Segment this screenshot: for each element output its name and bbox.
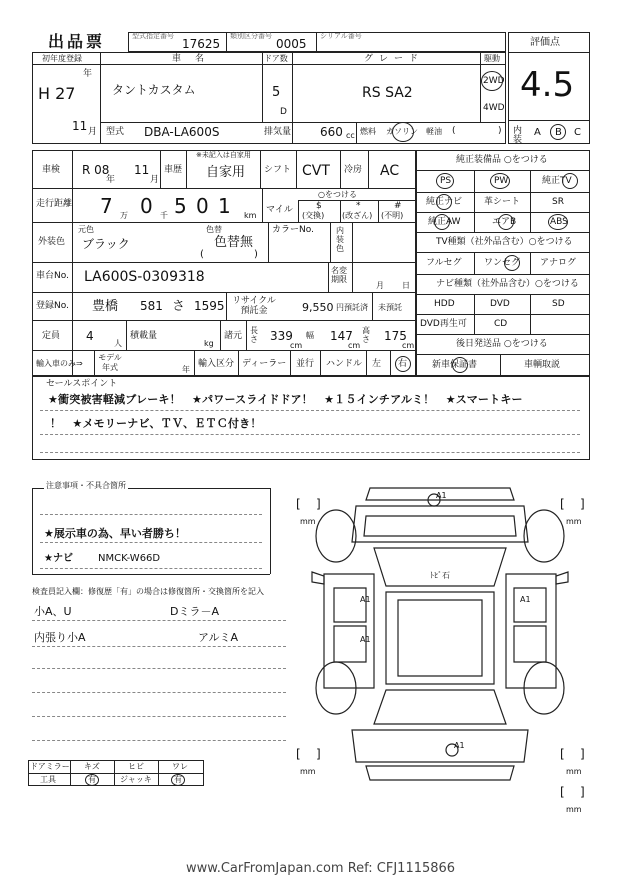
shift-value: CVT — [302, 163, 330, 179]
equip-sr: SR — [552, 197, 564, 207]
mileage-digit-5: 1 — [218, 194, 231, 218]
notes-line-1: ★展示車の為、早い者勝ち！ — [44, 527, 186, 540]
reg-class: 581 — [140, 299, 163, 313]
drive-2wd: 2WD — [483, 76, 505, 86]
inspector-row1-left: 小A、U — [34, 605, 72, 618]
original-color-label: 元色 — [78, 225, 94, 234]
shaken-value: R 08 — [82, 163, 110, 177]
model-year-label: モデル年式 — [98, 353, 122, 372]
equip-pw-circle — [490, 173, 510, 189]
dims-label: 諸元 — [224, 331, 243, 341]
tire-bracket-rr: [ ] — [560, 747, 585, 761]
name-label: 車名 — [172, 54, 219, 64]
tire-mm-rl: mm — [300, 767, 316, 776]
history-note: ※未記入は自家用 — [196, 151, 251, 159]
diagram-windshield-chip: ﾄﾋﾞ石 — [430, 571, 450, 580]
later-warranty: 新車保証書 — [432, 360, 478, 370]
recycle-status: 円預託済 — [336, 303, 368, 312]
exchange-label: (交換) — [302, 211, 325, 220]
height-label: 高さ — [362, 326, 370, 344]
first-reg-month: 11 — [72, 119, 88, 133]
color-number-label: カラーNo. — [272, 225, 314, 235]
first-reg-year: H 27 — [38, 84, 76, 103]
mileage-digit-4: 0 — [196, 194, 209, 218]
height-value: 175 — [384, 329, 407, 343]
type-no-value: 17625 — [182, 37, 221, 51]
tv-full: フルセグ — [426, 258, 462, 268]
diagram-mark-left-rear: A1 — [360, 635, 371, 644]
fuel-gasoline: ガソリン — [386, 127, 418, 136]
tire-bracket-rl: [ ] — [296, 747, 321, 761]
oil-label: 軽油 — [426, 127, 442, 136]
navi-sd: SD — [552, 299, 565, 309]
tamper-sym: * — [356, 201, 361, 211]
diagram-mark-left-front: A1 — [360, 595, 371, 604]
sen-unit: 千 — [160, 211, 168, 220]
width-value: 147 — [330, 329, 353, 343]
navi-dvd: DVD — [490, 299, 510, 309]
ac-value: AC — [380, 163, 400, 179]
color-paren: ( — [200, 249, 204, 260]
drive-2wd-circle — [481, 71, 503, 91]
oil-paren: ( — [452, 126, 456, 136]
cc-unit: cc — [346, 131, 355, 140]
tamper-label: (改ざん) — [342, 211, 373, 220]
tire-mm-rr: mm — [566, 767, 582, 776]
load-unit: kg — [204, 339, 214, 348]
notes-line-2-value: NMCK-W66D — [98, 553, 161, 564]
tire-bracket-fr: [ ] — [560, 497, 585, 511]
man-unit: 万 — [120, 211, 128, 220]
navi-hdd: HDD — [434, 299, 455, 309]
notes-label: 注意事項・不具合箇所 — [46, 481, 126, 490]
later-title: 後日発送品 ○をつける — [456, 339, 548, 349]
model-year-unit: 年 — [182, 365, 190, 374]
doors-suffix: D — [280, 107, 287, 117]
exterior-label: 外装色 — [38, 237, 66, 247]
grade-value: RS SA2 — [362, 85, 413, 101]
original-color: ブラック — [82, 237, 130, 251]
recycle-unpaid: 未預託 — [378, 303, 402, 312]
interior-color-label: 内装色 — [336, 226, 344, 253]
diagram-mark-front: A1 — [436, 491, 447, 500]
tire-bracket-spare: [ ] — [560, 785, 585, 799]
drive-label: 駆動 — [484, 54, 500, 63]
serial-label: シリアル番号 — [320, 32, 362, 40]
year-unit: 年 — [83, 69, 93, 79]
capacity-unit: 人 — [114, 339, 122, 348]
sales-label: セールスポイント — [46, 379, 118, 389]
first-reg-label: 初年度登録 — [42, 54, 82, 63]
reg-label: 登録No. — [36, 301, 69, 311]
navi-dvd-play: DVD再生可 — [420, 319, 467, 329]
footer-watermark: www.CarFromJapan.com Ref: CFJ1115866 — [186, 861, 456, 876]
car-name: タントカスタム — [112, 83, 196, 97]
interior-c: C — [574, 127, 581, 138]
model-label: 型式 — [106, 127, 125, 137]
doc-title: 出品票 — [48, 32, 106, 51]
sales-line-2: ！ ★メモリーナビ、ＴＶ、ＥＴＣ付き！ — [50, 417, 262, 430]
history-value: 自家用 — [206, 165, 246, 180]
car-damage-diagram — [290, 476, 590, 806]
diagram-mark-right-rear: A1 — [454, 741, 465, 750]
displacement-label: 排気量 — [264, 127, 292, 137]
length-cm: cm — [290, 341, 303, 350]
equip-pw: PW — [494, 176, 509, 186]
equip-airbag-circle — [498, 214, 514, 230]
class-no-label: 類別区分番号 — [230, 32, 272, 40]
tv-title: TV種類（社外品含む）○をつける — [436, 237, 573, 247]
color-change-label: 色替 — [206, 225, 222, 234]
legend-tools-has: 有 — [88, 775, 96, 784]
equip-abs-circle — [548, 214, 568, 230]
interior-score-label: 内装 — [513, 126, 523, 145]
exchange-sym: $ — [316, 201, 322, 211]
capacity-value: 4 — [86, 329, 94, 343]
mileage-digit-2: 0 — [140, 194, 153, 218]
equip-ps-circle — [436, 173, 454, 189]
mileage-digit-3: 5 — [174, 194, 187, 218]
chassis-label: 車台No. — [36, 271, 69, 281]
equip-airbag: エアB — [492, 217, 517, 227]
legend-jack: ジャッキ — [120, 775, 152, 784]
reg-city: 豊橋 — [92, 299, 119, 314]
tv-one: ワンセグ — [484, 258, 521, 268]
unknown-label: (不明) — [381, 211, 404, 220]
inspector-row1-right: Dミラ－A — [170, 605, 219, 618]
length-label: 長さ — [250, 326, 258, 344]
ac-label: 冷房 — [344, 165, 363, 175]
recycle-label: リサイクル預託金 — [232, 296, 276, 316]
displacement-value: 660 — [320, 125, 343, 139]
month-unit: 月 — [88, 127, 98, 137]
color-change: 色替無 — [214, 235, 254, 250]
import-dealer: ディーラー — [242, 359, 287, 369]
inspector-row2-right: アルミA — [198, 631, 239, 644]
unknown-sym: # — [394, 201, 402, 211]
grade-label: グレード — [364, 54, 425, 64]
equip-aw: 純正AW — [428, 217, 461, 227]
sales-line-1: ★衝突被害軽減ブレーキ！ ★パワースライドドア！ ★１５インチアルミ！ ★スマートキー — [48, 393, 523, 406]
check-note: ○をつける — [318, 190, 357, 199]
width-cm: cm — [348, 341, 361, 350]
notes-line-2-label: ★ナビ — [44, 553, 73, 564]
fuel-label: 燃料 — [360, 127, 376, 136]
length-value: 339 — [270, 329, 293, 343]
model-value: DBA-LA600S — [144, 125, 220, 139]
tire-mm-fl: mm — [300, 517, 316, 526]
legend-door-mirror: ドアミラー — [30, 762, 70, 771]
later-manual: 車輌取説 — [524, 360, 561, 370]
later-warranty-circle — [452, 357, 468, 373]
equip-tv-circle — [562, 173, 578, 189]
shift-label: シフト — [264, 165, 292, 175]
score-value: 4.5 — [520, 65, 575, 105]
navi-title: ナビ種類（社外品含む）○をつける — [436, 279, 579, 289]
mileage-label: 走行距離 — [36, 199, 73, 209]
shaken-month: 11 — [134, 163, 150, 177]
reg-number: 1595 — [194, 299, 225, 313]
diagram-mark-right-front: A1 — [520, 595, 531, 604]
legend-crack: ヒビ — [128, 762, 144, 771]
legend-jack-circle — [171, 774, 185, 786]
legend-jack-has: 有 — [174, 775, 182, 784]
equip-abs: ABS — [550, 217, 568, 227]
score-label: 評価点 — [530, 37, 560, 48]
mile-label: マイル — [266, 205, 293, 215]
history-label: 車歴 — [164, 165, 183, 175]
import-label: 輸入車のみ⇒ — [36, 359, 83, 368]
name-change-month: 月 — [376, 281, 384, 290]
legend-scratch: キズ — [84, 762, 100, 771]
equip-ps: PS — [440, 176, 452, 186]
recycle-value: 9,550 — [302, 301, 334, 314]
name-change-label: 名変期限 — [331, 266, 347, 284]
handle-right-circle — [395, 356, 411, 372]
type-no-label: 型式指定番号 — [132, 32, 174, 40]
shaken-year-unit: 年 — [106, 175, 116, 185]
inspector-row2-left: 内張り小A — [34, 631, 86, 644]
interior-a: A — [534, 127, 541, 138]
interior-b-circle — [550, 124, 566, 140]
mileage-digit-1: 7 — [100, 194, 113, 218]
shaken-month-unit: 月 — [150, 175, 160, 185]
tire-bracket-fl: [ ] — [296, 497, 321, 511]
name-change-day: 日 — [402, 281, 410, 290]
handle-label: ハンドル — [326, 359, 363, 369]
legend-tools-circle — [85, 774, 99, 786]
legend-break: ワレ — [172, 762, 188, 771]
inspector-label: 検査員記入欄：修復歴「有」の場合は修復箇所・交換箇所を記入 — [32, 587, 264, 596]
genuine-title: 純正装備品 ○をつける — [456, 155, 548, 165]
legend-tools: 工具 — [40, 775, 56, 784]
import-parallel: 並行 — [296, 359, 315, 369]
doors-value: 5 — [272, 85, 281, 100]
tv-one-circle — [504, 255, 520, 271]
reg-kana: さ — [172, 299, 186, 314]
equip-navi-circle — [436, 194, 452, 210]
load-label: 積載量 — [130, 331, 158, 341]
drive-4wd: 4WD — [483, 103, 505, 113]
equip-navi: 純正ナビ — [426, 197, 463, 207]
import-class-label: 輸入区分 — [198, 359, 235, 369]
tire-mm-fr: mm — [566, 517, 582, 526]
width-label: 幅 — [306, 331, 314, 340]
chassis-value: LA600S-0309318 — [84, 269, 205, 285]
color-paren-close: ) — [254, 249, 258, 260]
tv-analog: アナログ — [540, 258, 577, 268]
shaken-label: 車検 — [42, 165, 61, 175]
class-no-value: 0005 — [276, 37, 307, 51]
equip-aw-circle — [434, 214, 450, 230]
interior-b: B — [555, 127, 562, 138]
navi-cd: CD — [494, 319, 508, 329]
handle-right: 右 — [398, 359, 408, 369]
capacity-label: 定員 — [42, 331, 61, 341]
doors-label: ドア数 — [264, 54, 288, 63]
km-unit: km — [244, 211, 257, 220]
fuel-gasoline-circle — [392, 122, 414, 142]
equip-leather: 革シート — [484, 197, 521, 207]
tire-mm-spare: mm — [566, 805, 582, 814]
equip-tv: 純正TV — [542, 176, 572, 186]
handle-left: 左 — [372, 359, 382, 369]
height-cm: cm — [402, 341, 415, 350]
